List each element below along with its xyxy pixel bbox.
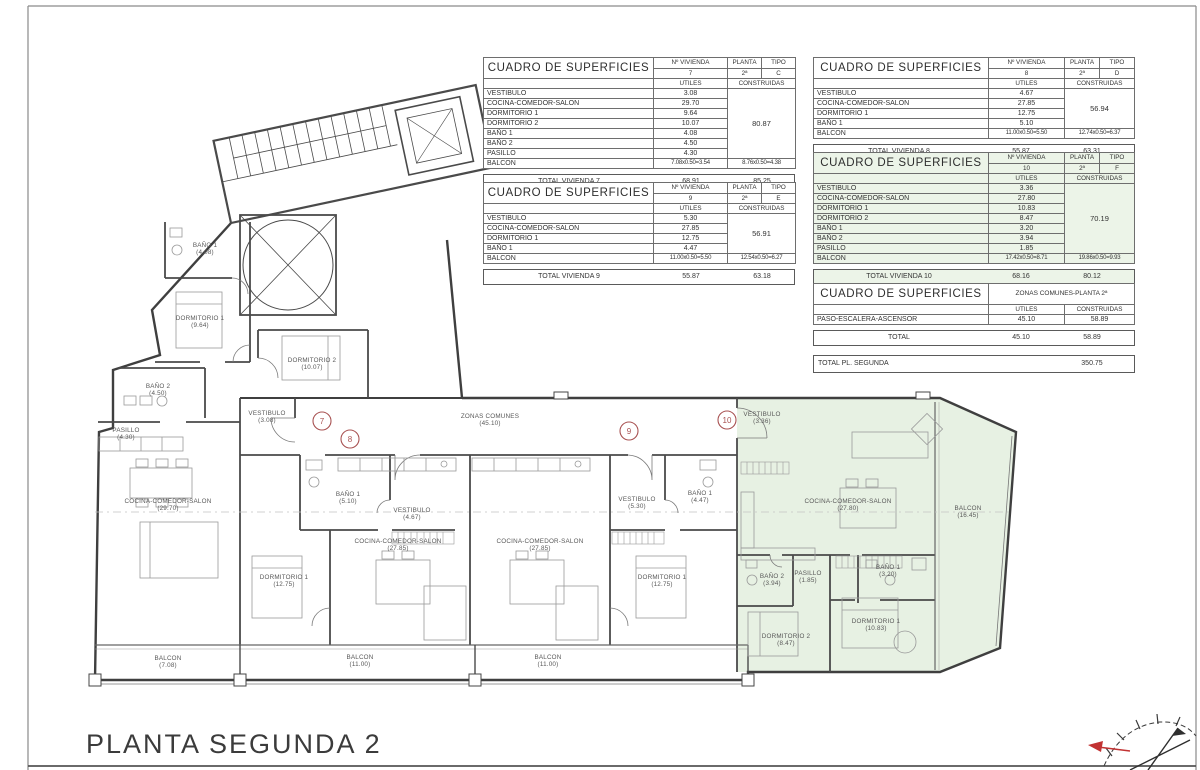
col-unit: Nº VIVIENDA bbox=[654, 58, 728, 69]
balcon-useful-formula: 11.00x0.50=5.50 bbox=[988, 129, 1064, 139]
room-label: COCINA-COMEDOR-SALON (29.70) bbox=[124, 498, 212, 512]
useful-area: 27.85 bbox=[988, 99, 1064, 109]
room-name: DORMITORIO 1 bbox=[814, 109, 989, 119]
useful-area: 4.08 bbox=[654, 129, 728, 139]
unit-badge-number: 7 bbox=[319, 417, 325, 426]
col-useful: UTILES bbox=[988, 174, 1064, 184]
col-useful: UTILES bbox=[988, 79, 1064, 89]
col-useful: UTILES bbox=[654, 204, 728, 214]
unit-badge-number: 8 bbox=[347, 435, 353, 444]
col-floor: PLANTA bbox=[728, 183, 762, 194]
table-vivienda-7 bbox=[483, 57, 796, 190]
total-useful: 45.10 bbox=[1012, 334, 1030, 341]
useful-area: 5.30 bbox=[654, 214, 728, 224]
room-label: BALCON (11.00) bbox=[534, 654, 562, 668]
balcon-built-formula: 12.74x0.50=6.37 bbox=[1065, 129, 1135, 139]
col-type: TIPO bbox=[1099, 58, 1134, 69]
room-label: VESTIBULO (3.36) bbox=[743, 411, 781, 425]
room-label: VESTIBULO (3.08) bbox=[248, 410, 286, 424]
surface-table bbox=[813, 152, 1135, 264]
room-label: BAÑO 1 (5.10) bbox=[335, 491, 361, 505]
room-name: BAÑO 1 bbox=[484, 244, 654, 254]
built-total: 70.19 bbox=[1065, 184, 1135, 254]
room-label: VESTIBULO (5.30) bbox=[618, 496, 656, 510]
type-value: C bbox=[762, 68, 796, 79]
unit-number: 9 bbox=[654, 193, 728, 204]
col-floor: PLANTA bbox=[728, 58, 762, 69]
grand-total-value: 350.75 bbox=[1081, 360, 1103, 367]
room-name: BAÑO 2 bbox=[484, 139, 654, 149]
unit-number: 10 bbox=[988, 163, 1064, 174]
room-label: PASILLO (1.85) bbox=[794, 570, 822, 584]
useful-area: 4.30 bbox=[654, 149, 728, 159]
room-label: DORMITORIO 2 (8.47) bbox=[761, 633, 811, 647]
room-label: BALCON (11.00) bbox=[346, 654, 374, 668]
room-label: DORMITORIO 2 (10.07) bbox=[287, 357, 337, 371]
col-type: TIPO bbox=[762, 183, 796, 194]
room-name: DORMITORIO 1 bbox=[484, 109, 654, 119]
built-total: 80.87 bbox=[728, 89, 796, 159]
total-row bbox=[483, 269, 795, 285]
floor-value: 2ª bbox=[728, 193, 762, 204]
useful-area: 12.75 bbox=[654, 234, 728, 244]
useful-area: 9.64 bbox=[654, 109, 728, 119]
table-vivienda-10 bbox=[813, 152, 1135, 285]
useful-area: 4.50 bbox=[654, 139, 728, 149]
total-built: 58.89 bbox=[1083, 334, 1101, 341]
col-unit: Nº VIVIENDA bbox=[988, 58, 1064, 69]
room-label: COCINA-COMEDOR-SALON (27.85) bbox=[354, 538, 442, 552]
surface-table bbox=[483, 57, 796, 169]
total-label: TOTAL VIVIENDA 10 bbox=[866, 273, 932, 280]
room-label: ZONAS COMUNES (45.10) bbox=[460, 413, 520, 427]
grand-total-row bbox=[813, 355, 1135, 373]
room-name: BAÑO 1 bbox=[814, 119, 989, 129]
unit-number: 8 bbox=[988, 68, 1064, 79]
col-floor: PLANTA bbox=[1065, 153, 1100, 164]
spacer-cell bbox=[484, 204, 654, 214]
room-name: BALCON bbox=[814, 129, 989, 139]
table-vivienda-8 bbox=[813, 57, 1135, 160]
type-value: F bbox=[1099, 163, 1134, 174]
room-label: DORMITORIO 1 (10.83) bbox=[851, 618, 901, 632]
room-name: BALCON bbox=[814, 254, 989, 264]
type-value: D bbox=[1099, 68, 1134, 79]
col-built: CONSTRUIDAS bbox=[728, 204, 796, 214]
room-name: DORMITORIO 1 bbox=[814, 204, 989, 214]
room-label: BAÑO 2 (4.50) bbox=[145, 383, 171, 397]
room-label: DORMITORIO 1 (9.64) bbox=[175, 315, 225, 329]
table-title: CUADRO DE SUPERFICIES bbox=[814, 153, 989, 174]
useful-area: 3.94 bbox=[988, 234, 1064, 244]
room-label: BAÑO 1 (4.08) bbox=[192, 242, 218, 256]
compass-icon bbox=[1088, 714, 1196, 770]
room-label: VESTIBULO (4.67) bbox=[393, 507, 431, 521]
zone-header: ZONAS COMUNES-PLANTA 2ª bbox=[988, 284, 1134, 305]
useful-area: 4.67 bbox=[988, 89, 1064, 99]
room-label: BALCON (7.08) bbox=[154, 655, 182, 669]
useful-area: 4.47 bbox=[654, 244, 728, 254]
col-floor: PLANTA bbox=[1065, 58, 1100, 69]
room-label: DORMITORIO 1 (12.75) bbox=[637, 574, 687, 588]
room-name: BALCON bbox=[484, 159, 654, 169]
useful-area: 10.07 bbox=[654, 119, 728, 129]
col-useful: UTILES bbox=[654, 79, 728, 89]
total-label: TOTAL bbox=[888, 334, 910, 341]
built-total: 56.91 bbox=[728, 214, 796, 254]
useful-area: 27.80 bbox=[988, 194, 1064, 204]
zone-name: PASO-ESCALERA-ASCENSOR bbox=[814, 315, 989, 325]
type-value: E bbox=[762, 193, 796, 204]
floor-value: 2ª bbox=[728, 68, 762, 79]
surface-table bbox=[483, 182, 796, 264]
room-name: BAÑO 1 bbox=[484, 129, 654, 139]
balcon-built-formula: 12.54x0.50=6.27 bbox=[728, 254, 796, 264]
room-name: COCINA-COMEDOR-SALON bbox=[814, 194, 989, 204]
floor-value: 2ª bbox=[1065, 68, 1100, 79]
table-title: CUADRO DE SUPERFICIES bbox=[484, 58, 654, 79]
room-label: COCINA-COMEDOR-SALON (27.80) bbox=[804, 498, 892, 512]
balcon-useful-formula: 11.00x0.50=5.50 bbox=[654, 254, 728, 264]
table-title: CUADRO DE SUPERFICIES bbox=[814, 58, 989, 79]
col-useful: UTILES bbox=[988, 305, 1064, 315]
unit-number-badges bbox=[313, 411, 736, 448]
room-name: PASILLO bbox=[484, 149, 654, 159]
stairwell-circle bbox=[240, 215, 336, 315]
room-name: VESTIBULO bbox=[484, 214, 654, 224]
spacer-cell bbox=[814, 79, 989, 89]
balcon-built-formula: 8.76x0.50=4.38 bbox=[728, 159, 796, 169]
room-name: BALCON bbox=[484, 254, 654, 264]
room-name: VESTIBULO bbox=[814, 89, 989, 99]
col-type: TIPO bbox=[762, 58, 796, 69]
room-name: DORMITORIO 1 bbox=[484, 234, 654, 244]
useful-area: 45.10 bbox=[988, 315, 1064, 325]
room-name: VESTIBULO bbox=[814, 184, 989, 194]
col-built: CONSTRUIDAS bbox=[1065, 79, 1135, 89]
col-built: CONSTRUIDAS bbox=[1065, 174, 1135, 184]
useful-area: 29.70 bbox=[654, 99, 728, 109]
total-built: 80.12 bbox=[1083, 273, 1101, 280]
unit-badge-number: 10 bbox=[722, 416, 732, 425]
room-name: BAÑO 2 bbox=[814, 234, 989, 244]
room-label: BAÑO 1 (4.47) bbox=[687, 490, 713, 504]
table-title: CUADRO DE SUPERFICIES bbox=[814, 284, 989, 305]
total-useful: 68.16 bbox=[1012, 273, 1030, 280]
unit-badge-number: 9 bbox=[626, 427, 632, 436]
room-label: PASILLO (4.30) bbox=[112, 427, 140, 441]
table-title: CUADRO DE SUPERFICIES bbox=[484, 183, 654, 204]
built-area: 58.89 bbox=[1065, 315, 1135, 325]
useful-area: 3.08 bbox=[654, 89, 728, 99]
spacer bbox=[984, 356, 1058, 372]
total-label: TOTAL VIVIENDA 9 bbox=[538, 273, 600, 280]
room-name: COCINA-COMEDOR-SALON bbox=[814, 99, 989, 109]
balcon-useful-formula: 17.42x0.50=8.71 bbox=[988, 254, 1064, 264]
col-unit: Nº VIVIENDA bbox=[988, 153, 1064, 164]
sheet-title: PLANTA SEGUNDA 2 bbox=[86, 729, 382, 759]
stair-block bbox=[214, 85, 494, 223]
comunes-total-row bbox=[813, 330, 1135, 346]
room-label: DORMITORIO 1 (12.75) bbox=[259, 574, 309, 588]
useful-area: 1.85 bbox=[988, 244, 1064, 254]
room-label: BALCON (16.45) bbox=[954, 505, 982, 519]
room-name: DORMITORIO 2 bbox=[484, 119, 654, 129]
room-name: BAÑO 1 bbox=[814, 224, 989, 234]
useful-area: 10.83 bbox=[988, 204, 1064, 214]
useful-area: 3.36 bbox=[988, 184, 1064, 194]
col-unit: Nº VIVIENDA bbox=[654, 183, 728, 194]
room-name: COCINA-COMEDOR-SALON bbox=[484, 99, 654, 109]
useful-area: 8.47 bbox=[988, 214, 1064, 224]
room-name: PASILLO bbox=[814, 244, 989, 254]
room-name: VESTIBULO bbox=[484, 89, 654, 99]
table-vivienda-9 bbox=[483, 182, 796, 285]
useful-area: 5.10 bbox=[988, 119, 1064, 129]
useful-area: 27.85 bbox=[654, 224, 728, 234]
grand-total-label: TOTAL PL. SEGUNDA bbox=[818, 360, 889, 367]
room-label: BAÑO 1 (3.20) bbox=[875, 564, 901, 578]
room-name: DORMITORIO 2 bbox=[814, 214, 989, 224]
unit-number: 7 bbox=[654, 68, 728, 79]
useful-area: 12.75 bbox=[988, 109, 1064, 119]
built-total: 56.94 bbox=[1065, 89, 1135, 129]
room-label: BAÑO 2 (3.94) bbox=[759, 573, 785, 587]
floor-value: 2ª bbox=[1065, 163, 1100, 174]
room-name: COCINA-COMEDOR-SALON bbox=[484, 224, 654, 234]
surface-table bbox=[813, 57, 1135, 139]
useful-area: 3.20 bbox=[988, 224, 1064, 234]
balcon-built-formula: 19.86x0.50=9.93 bbox=[1065, 254, 1135, 264]
col-built: CONSTRUIDAS bbox=[1065, 305, 1135, 315]
spacer-cell bbox=[814, 305, 989, 315]
surface-table-comunes bbox=[813, 283, 1135, 325]
spacer-cell bbox=[814, 174, 989, 184]
room-label: COCINA-COMEDOR-SALON (27.85) bbox=[496, 538, 584, 552]
spacer-cell bbox=[484, 79, 654, 89]
col-type: TIPO bbox=[1099, 153, 1134, 164]
table-zonas-comunes bbox=[813, 283, 1135, 373]
col-built: CONSTRUIDAS bbox=[728, 79, 796, 89]
total-useful: 55.87 bbox=[682, 273, 700, 280]
balcon-useful-formula: 7.08x0.50=3.54 bbox=[654, 159, 728, 169]
total-built: 63.18 bbox=[753, 273, 771, 280]
